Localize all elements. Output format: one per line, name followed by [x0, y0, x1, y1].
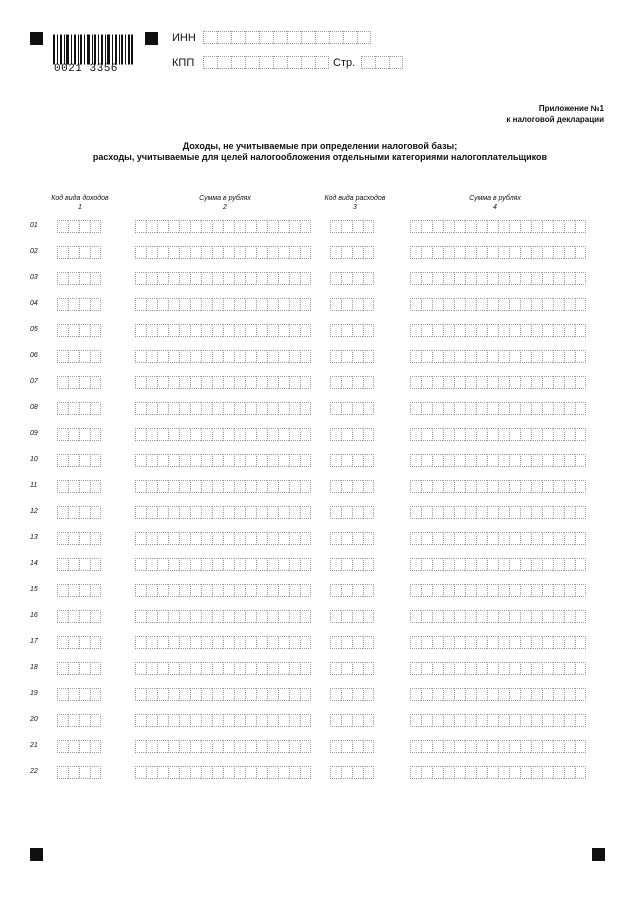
- income-amount-field[interactable]: [135, 350, 311, 363]
- row-number: 21: [30, 742, 38, 749]
- income-amount-field[interactable]: [135, 402, 311, 415]
- income-code-field[interactable]: [57, 428, 101, 441]
- expense-code-field[interactable]: [330, 298, 374, 311]
- income-code-field[interactable]: [57, 740, 101, 753]
- income-code-field[interactable]: [57, 532, 101, 545]
- income-code-field[interactable]: [57, 376, 101, 389]
- income-amount-field[interactable]: [135, 480, 311, 493]
- row-number: 09: [30, 430, 38, 437]
- income-code-field[interactable]: [57, 220, 101, 233]
- row-number: 16: [30, 612, 38, 619]
- expense-code-field[interactable]: [330, 610, 374, 623]
- expense-code-field[interactable]: [330, 558, 374, 571]
- registration-marker-top-left: [30, 32, 43, 45]
- income-code-field[interactable]: [57, 766, 101, 779]
- expense-amount-field[interactable]: [410, 584, 586, 597]
- registration-marker-bottom-left: [30, 848, 43, 861]
- expense-amount-field[interactable]: [410, 272, 586, 285]
- income-amount-field[interactable]: [135, 298, 311, 311]
- expense-code-field[interactable]: [330, 480, 374, 493]
- income-amount-field[interactable]: [135, 272, 311, 285]
- column-header-expense-code: Код вида расходов 3: [324, 195, 386, 211]
- income-code-field[interactable]: [57, 480, 101, 493]
- expense-code-field[interactable]: [330, 766, 374, 779]
- expense-code-field[interactable]: [330, 454, 374, 467]
- income-code-field[interactable]: [57, 558, 101, 571]
- row-number: 22: [30, 768, 38, 775]
- income-code-field[interactable]: [57, 662, 101, 675]
- row-number: 11: [30, 482, 38, 489]
- expense-amount-field[interactable]: [410, 402, 586, 415]
- barcode-image: [53, 32, 133, 67]
- expense-amount-field[interactable]: [410, 714, 586, 727]
- expense-amount-field[interactable]: [410, 246, 586, 259]
- row-number: 01: [30, 222, 38, 229]
- form-title-line-1: Доходы, не учитываемые при определении налоговой базы;: [182, 141, 458, 151]
- column-header-income-code: Код вида доходов 1: [51, 195, 109, 211]
- expense-amount-field[interactable]: [410, 662, 586, 675]
- income-code-field[interactable]: [57, 610, 101, 623]
- row-number: 14: [30, 560, 38, 567]
- row-number: 05: [30, 326, 38, 333]
- expense-amount-field[interactable]: [410, 636, 586, 649]
- expense-code-field[interactable]: [330, 740, 374, 753]
- income-amount-field[interactable]: [135, 740, 311, 753]
- form-title-line-2: расходы, учитываемые для целей налогообложения отдельными категориями налогоплательщиков: [92, 152, 548, 162]
- expense-code-field[interactable]: [330, 662, 374, 675]
- income-code-field[interactable]: [57, 636, 101, 649]
- kpp-field[interactable]: [203, 56, 329, 69]
- expense-code-field[interactable]: [330, 506, 374, 519]
- row-number: 12: [30, 508, 38, 515]
- expense-code-field[interactable]: [330, 246, 374, 259]
- expense-amount-field[interactable]: [410, 298, 586, 311]
- income-amount-field[interactable]: [135, 428, 311, 441]
- row-number: 19: [30, 690, 38, 697]
- row-number: 17: [30, 638, 38, 645]
- income-code-field[interactable]: [57, 506, 101, 519]
- income-amount-field[interactable]: [135, 532, 311, 545]
- expense-code-field[interactable]: [330, 532, 374, 545]
- expense-code-field[interactable]: [330, 376, 374, 389]
- row-number: 15: [30, 586, 38, 593]
- expense-amount-field[interactable]: [410, 428, 586, 441]
- expense-code-field[interactable]: [330, 220, 374, 233]
- expense-code-field[interactable]: [330, 688, 374, 701]
- income-amount-field[interactable]: [135, 688, 311, 701]
- expense-code-field[interactable]: [330, 350, 374, 363]
- appendix-line-1: Приложение №1: [538, 104, 604, 113]
- page-number-field[interactable]: [361, 56, 403, 69]
- row-number: 06: [30, 352, 38, 359]
- income-code-field[interactable]: [57, 298, 101, 311]
- expense-amount-field[interactable]: [410, 324, 586, 337]
- income-amount-field[interactable]: [135, 610, 311, 623]
- column-header-expense-amount: Сумма в рублях 4: [469, 195, 521, 211]
- income-code-field[interactable]: [57, 246, 101, 259]
- kpp-label: КПП: [172, 57, 195, 69]
- row-number: 18: [30, 664, 38, 671]
- inn-field[interactable]: [203, 31, 371, 44]
- income-amount-field[interactable]: [135, 558, 311, 571]
- income-code-field[interactable]: [57, 714, 101, 727]
- expense-code-field[interactable]: [330, 714, 374, 727]
- income-amount-field[interactable]: [135, 324, 311, 337]
- income-code-field[interactable]: [57, 454, 101, 467]
- page-label: Стр.: [333, 57, 356, 69]
- row-number: 10: [30, 456, 38, 463]
- income-code-field[interactable]: [57, 402, 101, 415]
- appendix-line-2: к налоговой декларации: [506, 115, 604, 124]
- expense-code-field[interactable]: [330, 428, 374, 441]
- expense-amount-field[interactable]: [410, 740, 586, 753]
- column-header-income-amount: Сумма в рублях 2: [199, 195, 251, 211]
- income-amount-field[interactable]: [135, 506, 311, 519]
- income-code-field[interactable]: [57, 350, 101, 363]
- income-amount-field[interactable]: [135, 220, 311, 233]
- row-number: 20: [30, 716, 38, 723]
- row-number: 08: [30, 404, 38, 411]
- expense-amount-field[interactable]: [410, 350, 586, 363]
- expense-amount-field[interactable]: [410, 610, 586, 623]
- registration-marker-top-center: [145, 32, 158, 45]
- expense-amount-field[interactable]: [410, 220, 586, 233]
- expense-amount-field[interactable]: [410, 766, 586, 779]
- row-number: 04: [30, 300, 38, 307]
- income-amount-field[interactable]: [135, 714, 311, 727]
- expense-amount-field[interactable]: [410, 376, 586, 389]
- row-number: 03: [30, 274, 38, 281]
- expense-code-field[interactable]: [330, 402, 374, 415]
- expense-amount-field[interactable]: [410, 558, 586, 571]
- expense-amount-field[interactable]: [410, 532, 586, 545]
- income-amount-field[interactable]: [135, 454, 311, 467]
- income-amount-field[interactable]: [135, 246, 311, 259]
- expense-amount-field[interactable]: [410, 480, 586, 493]
- income-code-field[interactable]: [57, 584, 101, 597]
- form-title: [0, 141, 640, 163]
- income-amount-field[interactable]: [135, 662, 311, 675]
- income-amount-field[interactable]: [135, 376, 311, 389]
- expense-amount-field[interactable]: [410, 506, 586, 519]
- income-amount-field[interactable]: [135, 584, 311, 597]
- income-amount-field[interactable]: [135, 636, 311, 649]
- expense-code-field[interactable]: [330, 272, 374, 285]
- income-code-field[interactable]: [57, 324, 101, 337]
- income-amount-field[interactable]: [135, 766, 311, 779]
- income-code-field[interactable]: [57, 688, 101, 701]
- expense-code-field[interactable]: [330, 324, 374, 337]
- inn-label: ИНН: [172, 32, 196, 44]
- row-number: 02: [30, 248, 38, 255]
- expense-amount-field[interactable]: [410, 454, 586, 467]
- appendix-label: [506, 103, 604, 125]
- income-code-field[interactable]: [57, 272, 101, 285]
- expense-code-field[interactable]: [330, 636, 374, 649]
- expense-code-field[interactable]: [330, 584, 374, 597]
- registration-marker-bottom-right: [592, 848, 605, 861]
- row-number: 07: [30, 378, 38, 385]
- expense-amount-field[interactable]: [410, 688, 586, 701]
- row-number: 13: [30, 534, 38, 541]
- barcode-number: 0021 3356: [54, 63, 118, 75]
